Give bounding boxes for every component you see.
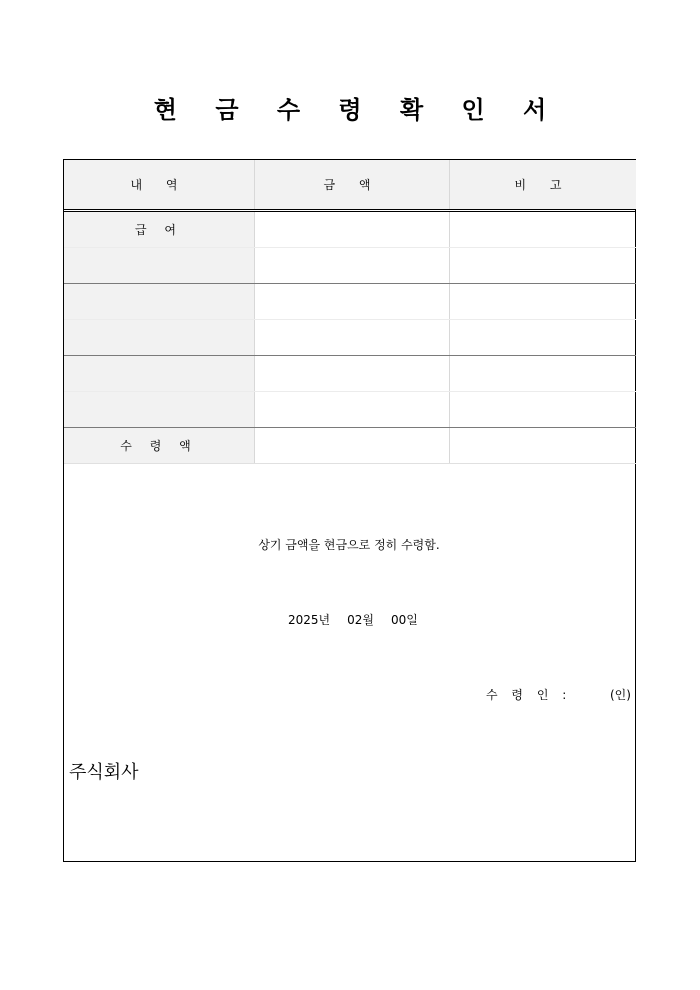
receipt-date [288,611,418,629]
table-row [64,284,636,320]
company-name: 주식회사 [69,762,139,783]
header-amount: 금 액 [255,160,450,211]
table-row [64,211,636,248]
table-row [64,320,636,356]
date-day: 00일 [391,613,418,627]
total-label: 수 령 액 [64,428,255,464]
total-note-cell[interactable] [450,428,637,464]
row-label [64,392,255,428]
note-cell[interactable] [450,248,637,284]
table-row [64,356,636,392]
recipient-label: 수 령 인 : [486,688,572,702]
document-title: 현 금 수 령 확 인 서 [153,96,562,124]
receipt-table [64,160,636,464]
amount-cell[interactable] [255,211,450,248]
date-year: 2025년 [288,613,331,627]
seal-mark: (인) [610,688,631,702]
row-label [64,320,255,356]
table-row [64,392,636,428]
amount-cell[interactable] [255,248,450,284]
total-row [64,428,636,464]
total-amount-cell[interactable] [255,428,450,464]
amount-cell[interactable] [255,284,450,320]
row-label [64,356,255,392]
table-header-row [64,160,636,211]
amount-cell[interactable] [255,356,450,392]
header-description: 내 역 [64,160,255,211]
recipient-line [486,686,631,704]
note-cell[interactable] [450,320,637,356]
receipt-statement: 상기 금액을 현금으로 정히 수령함. [258,538,440,552]
row-label: 급 여 [64,211,255,248]
note-cell[interactable] [450,284,637,320]
amount-cell[interactable] [255,320,450,356]
amount-cell[interactable] [255,392,450,428]
receipt-form [63,159,636,862]
row-label [64,248,255,284]
header-remarks: 비 고 [450,160,637,211]
row-label [64,284,255,320]
note-cell[interactable] [450,356,637,392]
note-cell[interactable] [450,392,637,428]
table-row [64,248,636,284]
note-cell[interactable] [450,211,637,248]
date-month: 02월 [347,613,375,627]
